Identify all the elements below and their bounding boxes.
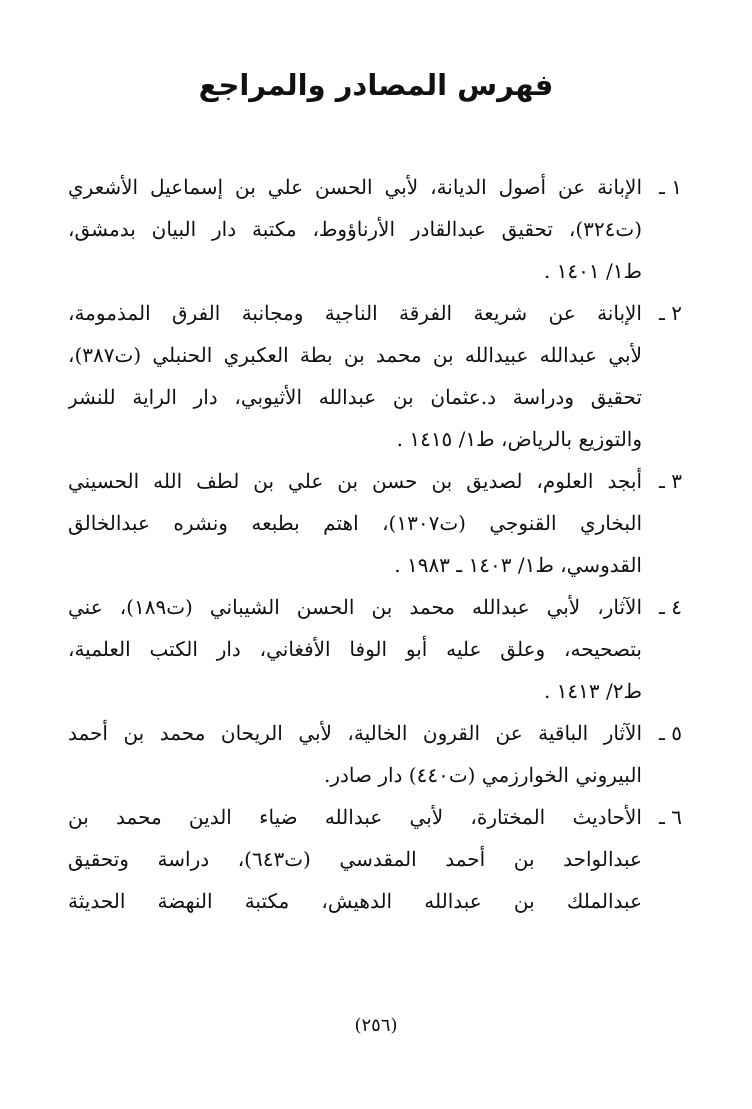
reference-line: عبدالملك بن عبدالله الدهيش، مكتبة النهضة الحديثة [68,889,642,913]
reference-text [68,796,642,922]
reference-number: ٦ ـ [659,805,682,829]
reference-number: ٣ ـ [659,469,682,493]
reference-item [68,586,682,712]
reference-line: لأبي عبدالله عبيدالله بن محمد بن بطة العكبري الحنبلي (ت٣٨٧)، [68,343,642,367]
reference-line: والتوزيع بالرياض، ط١/ ١٤١٥ . [396,427,642,451]
reference-line: ط١/ ١٤٠١ . [543,259,642,283]
reference-line: بتصحيحه، وعلق عليه أبو الوفا الأفغاني، دار الكتب العلمية، [68,637,642,661]
reference-text [68,460,642,586]
reference-line: الآثار الباقية عن القرون الخالية، لأبي الريحان محمد بن أحمد [68,721,642,745]
reference-line: أبجد العلوم، لصديق بن حسن بن علي بن لطف الله الحسيني [68,469,642,493]
reference-item [68,712,682,796]
reference-number: ٥ ـ [659,721,682,745]
reference-line: الأحاديث المختارة، لأبي عبدالله ضياء الدين محمد بن [68,805,642,829]
reference-line: عبدالواحد بن أحمد المقدسي (ت٦٤٣)، دراسة وتحقيق [68,847,642,871]
reference-number: ١ ـ [659,175,682,199]
reference-item [68,166,682,292]
reference-text [68,712,642,796]
reference-text [68,292,642,460]
reference-line: البيروني الخوارزمي (ت٤٤٠) دار صادر. [323,763,642,787]
reference-line: ط٢/ ١٤١٣ . [543,679,642,703]
reference-text [68,586,642,712]
reference-line: (ت٣٢٤)، تحقيق عبدالقادر الأرناؤوط، مكتبة دار البيان بدمشق، [68,217,642,241]
references-list [68,166,682,922]
reference-line: الآثار، لأبي عبدالله محمد بن الحسن الشيباني (ت١٨٩)، عني [68,595,642,619]
reference-number: ٢ ـ [659,301,682,325]
reference-number: ٤ ـ [659,595,682,619]
reference-text [68,166,642,292]
reference-line: تحقيق ودراسة د.عثمان بن عبدالله الأثيوبي، دار الراية للنشر [68,385,642,409]
reference-line: البخاري القنوجي (ت١٣٠٧)، اهتم بطبعه ونشره عبدالخالق [68,511,642,535]
reference-item [68,460,682,586]
reference-line: القدوسي، ط١/ ١٤٠٣ ـ ١٩٨٣ . [394,553,642,577]
reference-item [68,796,682,922]
reference-line: الإبانة عن شريعة الفرقة الناجية ومجانبة الفرق المذمومة، [68,301,642,325]
reference-item [68,292,682,460]
reference-line: الإبانة عن أصول الديانة، لأبي الحسن علي بن إسماعيل الأشعري [68,175,642,199]
page-title: فهرس المصادر والمراجع [198,68,554,102]
page-number: (٢٥٦) [354,1015,398,1036]
